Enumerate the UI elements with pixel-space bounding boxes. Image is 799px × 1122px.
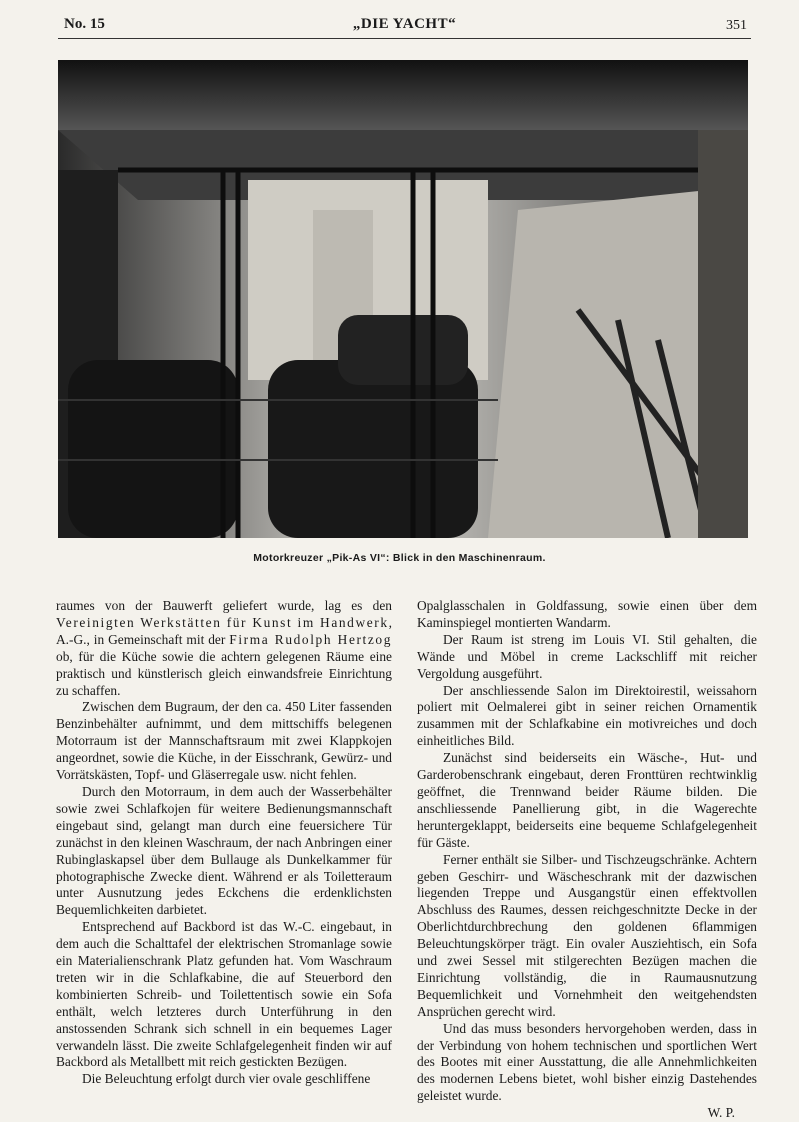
author-signature: W. P.	[707, 1105, 735, 1121]
paragraph: Zunächst sind beiderseits ein Wäsche-, Hut- und Garderobenschrank eingebaut, deren Fronttüren rechtwinklig geöffnet, die Trennwand beider Räume bilden. Die anschliessende Panellierung gibt, in die Wagerechte heruntergeklappt, beiderseits eine bequeme Schlafgelegenheit für Gäste.	[417, 750, 757, 850]
paragraph: Zwischen dem Bugraum, der den ca. 450 Liter fassenden Benzinbehälter aufnimmt, und dem mittschiffs belegenen Motorraum ist der Mannschaftsraum mit zwei Klappkojen angeordnet, sowie die Küche, in der Eisschrank, Gewürz- und Vorrätskästen, Topf- und Gläserregale usw. nicht fehlen.	[56, 699, 392, 783]
paragraph: Opalglasschalen in Goldfassung, sowie einen über dem Kaminspiegel montierten Wandarm.	[417, 598, 757, 630]
paragraph: Durch den Motorraum, in dem auch der Wasserbehälter sowie zwei Schlafkojen für weitere Bedienungsmannschaft eingebaut sind, gelangt man durch eine feuersichere Tür zunächst in den kleinen Waschraum, der nach Anbringen einer Rubinglaskapsel über dem Bullauge als Dunkelkammer für photographische Zwecke dient. Während er als Toiletteraum unter Ausnutzung jedes Eckchens die erdenklichsten Bequemlichkeiten darbietet.	[56, 783, 392, 918]
text-run: ob, für die Küche sowie die achtern gelegenen Räume eine praktisch und künstlerisch gleich einwandsfreie Einrichtung zu schaffen.	[56, 648, 392, 698]
left-column	[56, 598, 392, 1088]
paragraph: Entsprechend auf Backbord ist das W.-C. eingebaut, in dem auch die Schalttafel der elektrischen Stromanlage sowie ein Materialienschrank Platz gefunden hat. Vom Waschraum treten wir in die Schlafkabine, die auf Steuerbord den kombinierten Schreib- und Toilettentisch sowie ein Sofa enthält, welch letzteres durch Unterführung in den anstossenden Schrank sich schnell in ein bequemes Lager verwandeln lässt. Die zweite Schlafgelegenheit finden wir auf Backbord als Metallbett mit reich gestickten Bezügen.	[56, 919, 392, 1070]
photo-caption: Motorkreuzer „Pik-As VI“: Blick in den Maschinenraum.	[253, 552, 546, 564]
spaced-name: Firma Rudolph Hertzog	[229, 631, 393, 647]
text-run: raumes von der Bauwerft geliefert wurde, lag es den	[56, 598, 392, 613]
issue-number: No. 15	[64, 16, 105, 32]
paragraph: Der anschliessende Salon im Direktoirestil, weissahorn poliert mit Oelmalerei gibt in seiner reichen Ornamentik zusammen mit der Schlafkabine ein motivreiches und doch einheitliches Bild.	[417, 682, 757, 749]
paragraph: Ferner enthält sie Silber- und Tischzeugschränke. Achtern geben Geschirr- und Wäscheschrank mit der dazwischen liegenden Treppe und Ausgangstür einen effektvollen Abschluss des Raumes, dessen reichgeschnitzte Decke in der Oberlichtdurchbrechung den goldenen 6flammigen Beleuchtungskörper trägt. Ein ovaler Ausziehtisch, ein Sofa und zwei Sessel mit stilgerechten Bezügen machen die Einrichtung vollständig, die in Raumausnutzung Bequemlichkeit und Vornehmheit den weitgehendsten Ansprüchen gerecht wird.	[417, 851, 757, 1019]
magazine-title: „DIE YACHT“	[352, 16, 457, 32]
paragraph: Und das muss besonders hervorgehoben werden, dass in der Verbindung von hohem technischen und sportlichen Wert des Bootes mit einer Ausstattung, die alle Annehmlichkeiten des modernen Lebens bietet, wohl bisher einzig Dastehendes geleistet wurde.	[417, 1020, 757, 1104]
page-header	[58, 14, 751, 39]
right-column	[417, 598, 757, 1122]
paragraph	[56, 598, 392, 699]
paragraph: Der Raum ist streng im Louis VI. Stil gehalten, die Wände und Möbel in creme Lackschliff mit reicher Vergoldung ausgeführt.	[417, 631, 757, 681]
engine-room-photo	[58, 60, 748, 538]
paragraph: Die Beleuchtung erfolgt durch vier ovale geschliffene	[82, 1071, 371, 1087]
engine-room-photo-icon	[58, 60, 748, 538]
page-number: 351	[726, 18, 747, 33]
spaced-name: Vereinigten Werkstätten für Kunst im Handwerk	[56, 614, 389, 630]
text-run: , A.-G., in Gemeinschaft mit der	[56, 614, 392, 647]
